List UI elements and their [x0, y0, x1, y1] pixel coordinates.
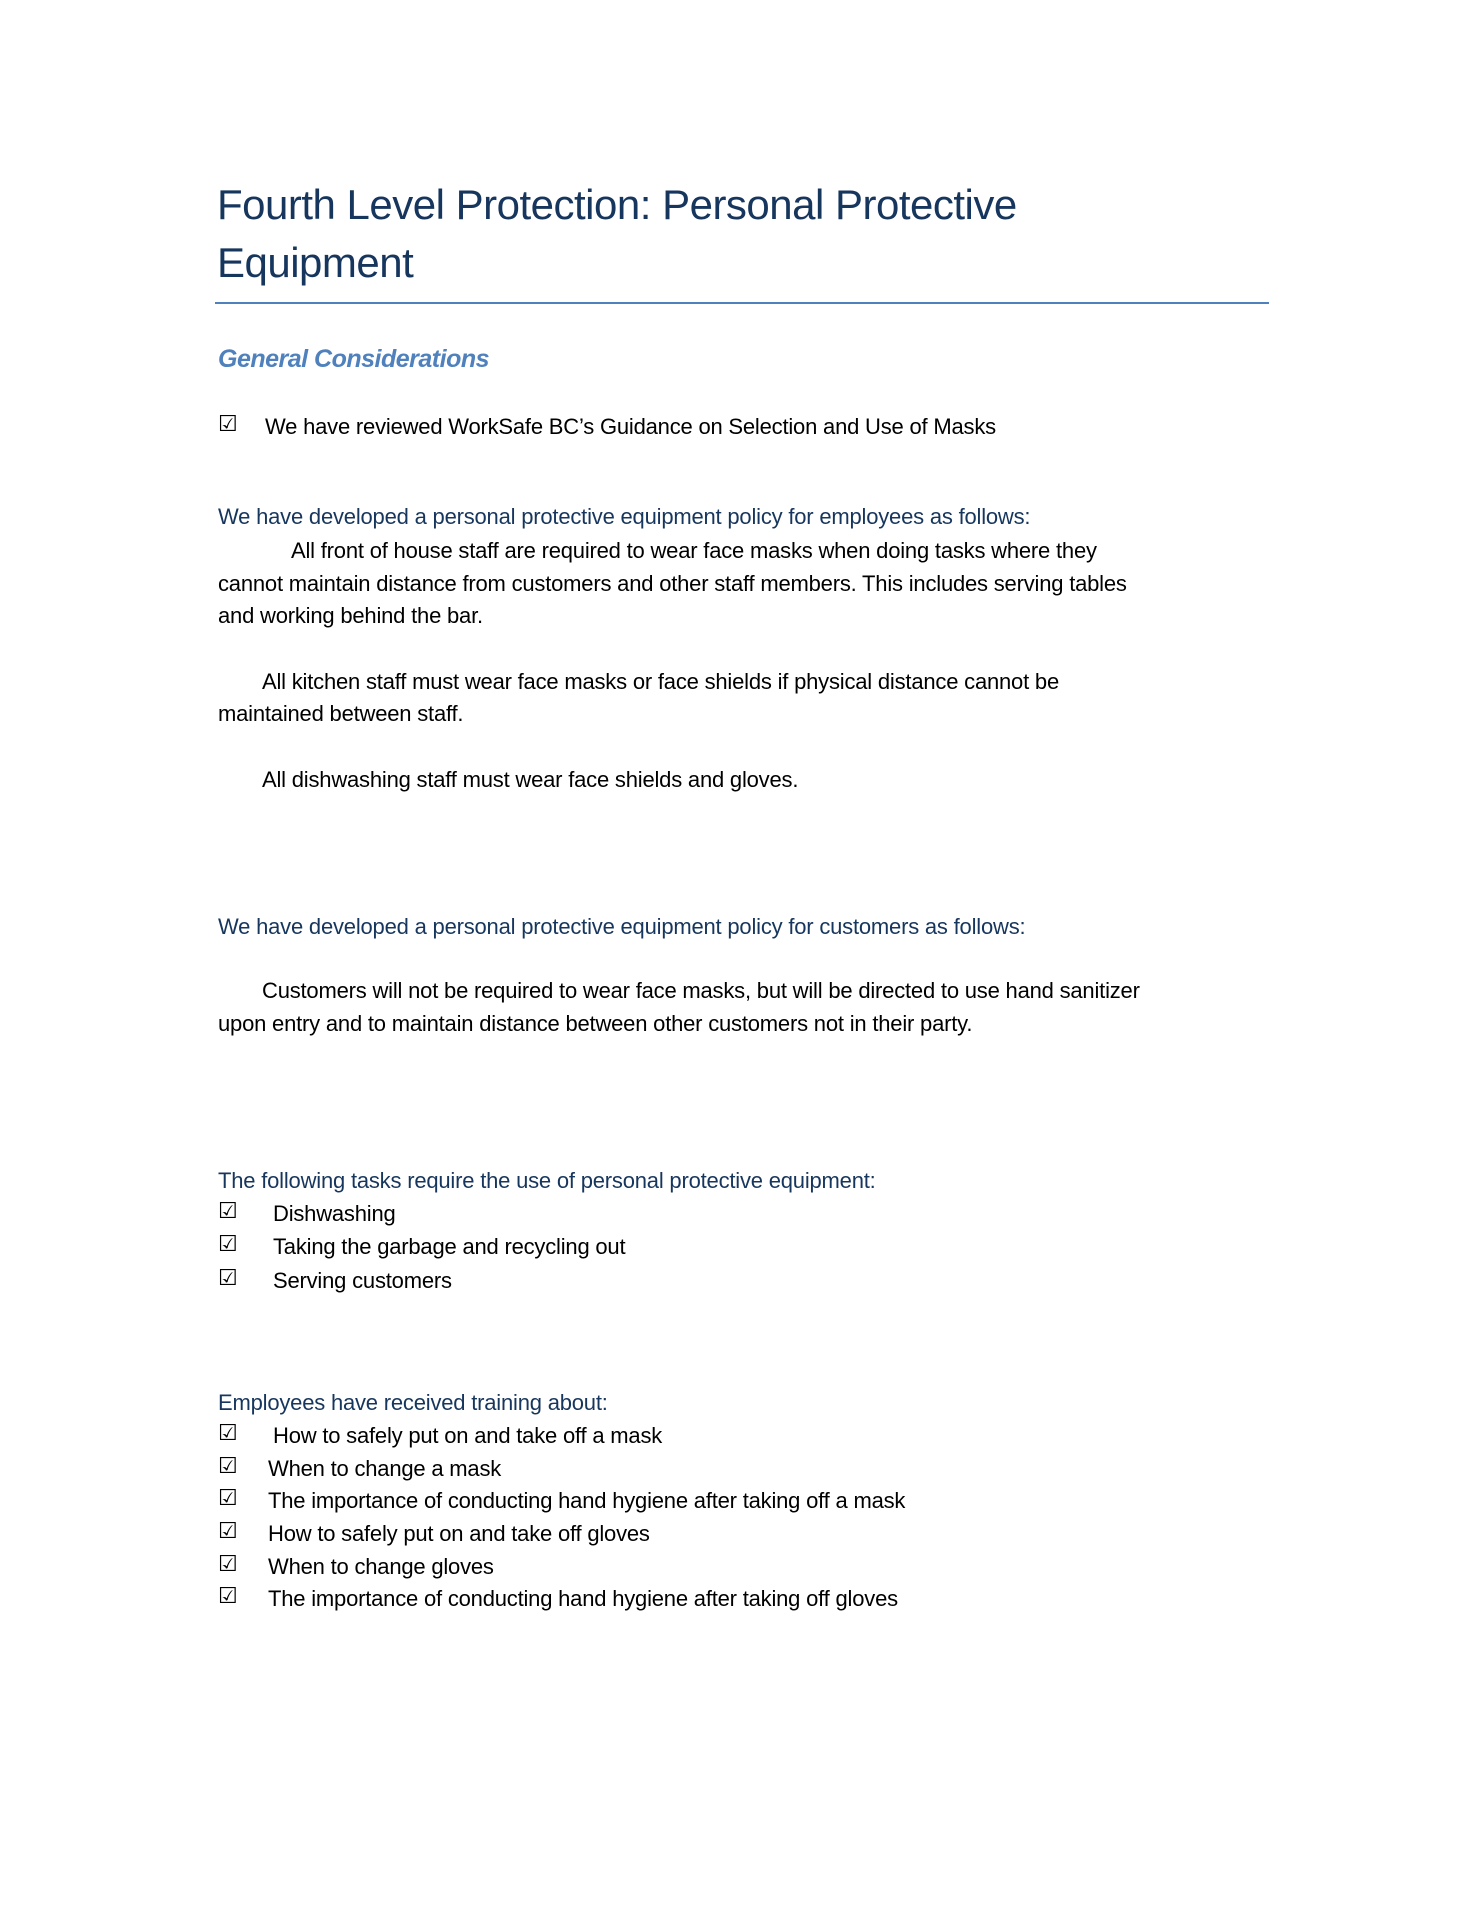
- employees-p1-line: cannot maintain distance from customers and other staff members. This includes serving tables: [218, 571, 1127, 596]
- training-item: When to change a mask: [268, 1456, 502, 1481]
- checkbox-checked-icon: ☑: [218, 1584, 238, 1609]
- title-divider: [215, 302, 1269, 304]
- task-item: Serving customers: [273, 1268, 452, 1293]
- checkbox-checked-icon: ☑: [218, 1266, 238, 1291]
- employees-heading: We have developed a personal protective equipment policy for employees as follows:: [218, 504, 1031, 529]
- employees-p2-line: All kitchen staff must wear face masks or face shields if physical distance cannot be: [262, 669, 1059, 694]
- checkbox-checked-icon: ☑: [218, 1486, 238, 1511]
- task-item: Taking the garbage and recycling out: [273, 1234, 626, 1259]
- page-title-line-1: Fourth Level Protection: Personal Protective: [217, 181, 1017, 228]
- employees-p1-line: All front of house staff are required to wear face masks when doing tasks where they: [291, 538, 1097, 563]
- training-item: When to change gloves: [268, 1554, 494, 1579]
- task-item: Dishwashing: [273, 1201, 396, 1226]
- customers-p-line: upon entry and to maintain distance between other customers not in their party.: [218, 1011, 973, 1036]
- page-title-line-2: Equipment: [217, 239, 414, 286]
- checkbox-checked-icon: ☑: [218, 1454, 238, 1479]
- employees-p1-line: and working behind the bar.: [218, 603, 483, 628]
- checkbox-checked-icon: ☑: [218, 1199, 238, 1224]
- employees-p3: All dishwashing staff must wear face shields and gloves.: [262, 767, 799, 792]
- general-item: We have reviewed WorkSafe BC’s Guidance on Selection and Use of Masks: [265, 414, 996, 439]
- training-heading: Employees have received training about:: [218, 1390, 608, 1415]
- checkbox-checked-icon: ☑: [218, 1421, 238, 1446]
- training-item: The importance of conducting hand hygiene after taking off gloves: [268, 1586, 898, 1611]
- tasks-heading: The following tasks require the use of personal protective equipment:: [218, 1168, 876, 1193]
- checkbox-checked-icon: ☑: [218, 412, 238, 437]
- checkbox-checked-icon: ☑: [218, 1232, 238, 1257]
- section-subtitle: General Considerations: [218, 345, 490, 373]
- checkbox-checked-icon: ☑: [218, 1552, 238, 1577]
- customers-heading: We have developed a personal protective equipment policy for customers as follows:: [218, 914, 1026, 939]
- training-item: How to safely put on and take off gloves: [268, 1521, 650, 1546]
- checkbox-checked-icon: ☑: [218, 1519, 238, 1544]
- employees-p2-line: maintained between staff.: [218, 701, 464, 726]
- training-item: The importance of conducting hand hygiene after taking off a mask: [268, 1488, 906, 1513]
- training-item: How to safely put on and take off a mask: [273, 1423, 663, 1448]
- customers-p-line: Customers will not be required to wear face masks, but will be directed to use hand sanitizer: [262, 978, 1140, 1003]
